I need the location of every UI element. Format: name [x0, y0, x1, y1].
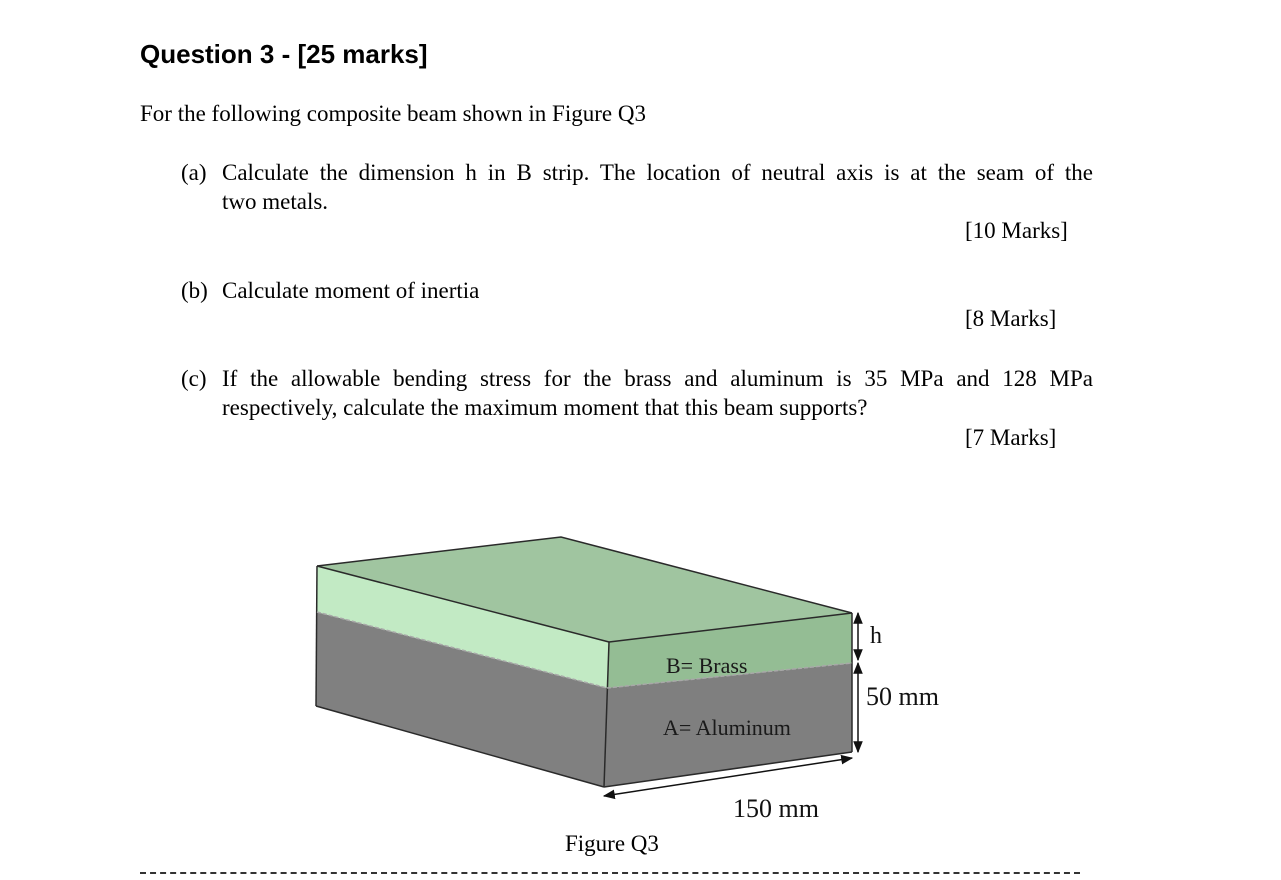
h-label: h: [870, 623, 882, 649]
part-a-marks: [10 Marks]: [965, 218, 1068, 243]
figure-caption: Figure Q3: [565, 831, 659, 856]
part-a-line1: Calculate the dimension h in B strip. The location of neutral axis is at the seam of the: [222, 160, 1093, 185]
part-a-label: (a): [181, 160, 207, 185]
part-c-marks: [7 Marks]: [965, 425, 1057, 450]
aluminum-label: A= Aluminum: [663, 715, 791, 740]
part-b-line1: Calculate moment of inertia: [222, 278, 480, 303]
brass-label: B= Brass: [666, 653, 748, 678]
part-c-label: (c): [181, 366, 207, 391]
height-label: 50 mm: [866, 682, 939, 711]
part-a-line2: two metals.: [222, 189, 329, 214]
section-divider: [140, 872, 1080, 874]
part-c-line2: respectively, calculate the maximum moment that this beam supports?: [222, 395, 868, 420]
part-c-line1: If the allowable bending stress for the brass and aluminum is 35 MPa and 128 MPa: [222, 366, 1093, 391]
part-b-label: (b): [181, 278, 208, 303]
width-label: 150 mm: [733, 794, 819, 823]
part-b-marks: [8 Marks]: [965, 306, 1057, 331]
question-heading: Question 3 - [25 marks]: [140, 39, 428, 69]
question-intro: For the following composite beam shown in Figure Q3: [140, 101, 646, 126]
